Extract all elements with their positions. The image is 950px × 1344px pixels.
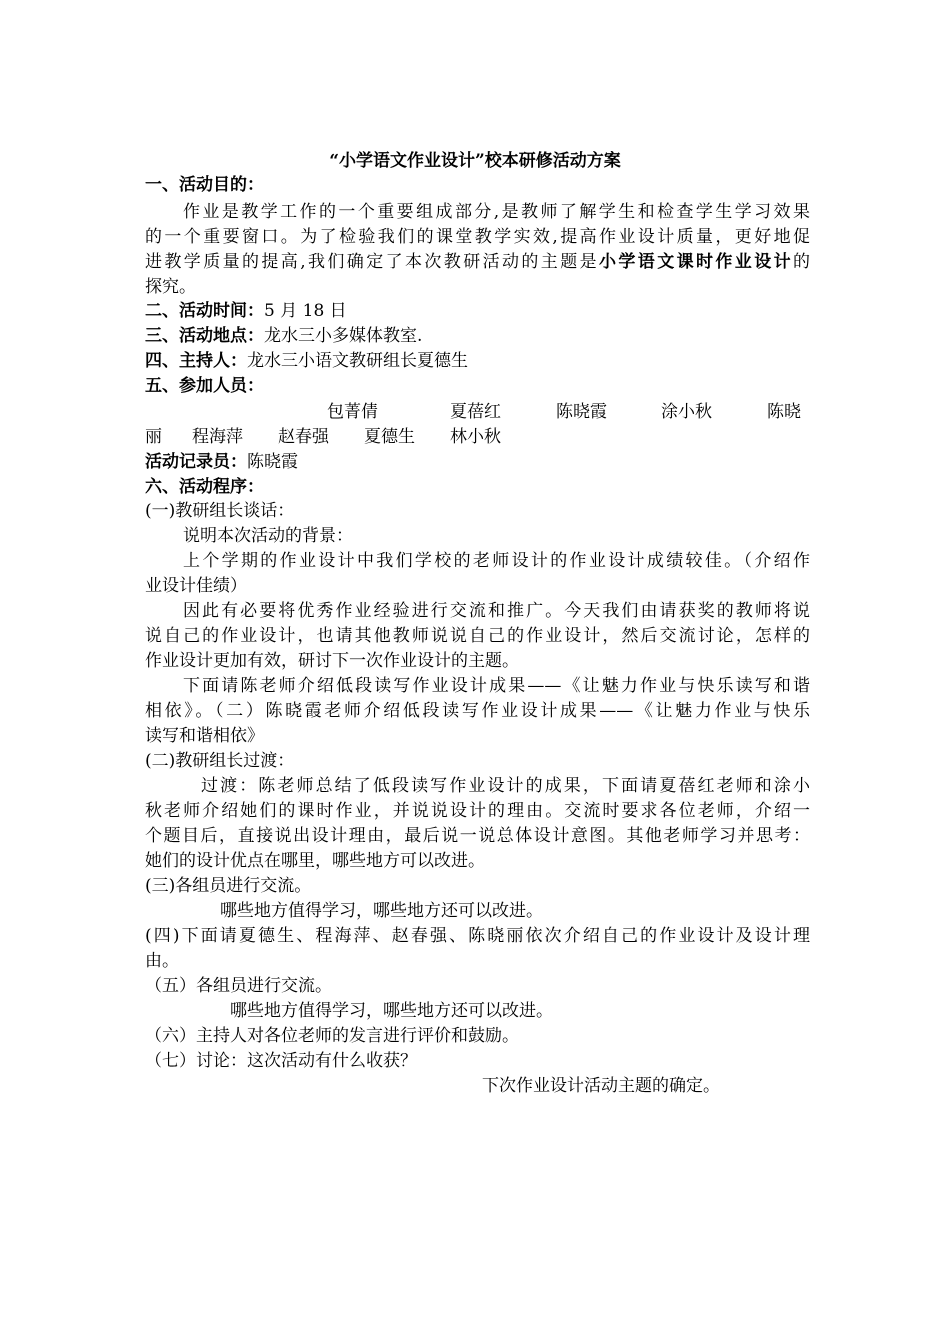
purpose-theme-bold: 小学语文课时作业设计 [599,252,793,272]
section-participants-heading: 五、参加人员： [145,376,264,396]
step-1-paragraph-1-line-2: 业设计佳绩） [145,576,247,596]
purpose-paragraph-line-4: 探究。 [145,277,196,297]
step-1-heading: (一)教研组长谈话： [145,501,295,521]
document-title: “小学语文作业设计”校本研修活动方案 [329,151,621,171]
step-2-paragraph-line-2: 秋老师介绍她们的课时作业，并说说设计的理由。交流时要求各位老师，介绍一 [145,801,810,821]
purpose-text: 进教学质量的提高,我们确定了本次教研活动的主题是 [145,252,599,272]
step-1-subheading: 说明本次活动的背景： [183,526,353,546]
step-5-heading: （五）各组员进行交流。 [145,976,332,996]
participant-name: 陈晓霞 [556,402,607,422]
step-2-paragraph-line-3: 个题目后，直接说出设计理由，最后说一说总体设计意图。其他老师学习并思考： [145,826,810,846]
section-time-value: 5 月 18 日 [264,301,347,321]
participant-name: 赵春强 [278,427,329,447]
purpose-paragraph-line-3 [145,250,810,274]
recorder [145,450,810,474]
step-1-paragraph-3-line-3: 读写和谐相依》 [145,726,264,746]
section-procedure-heading: 六、活动程序： [145,477,264,497]
recorder-value: 陈晓霞 [247,452,298,472]
step-2-heading: (二)教研组长过渡： [145,751,295,771]
step-2-paragraph-line-4: 她们的设计优点在哪里，哪些地方可以改进。 [145,851,485,871]
step-7-subtext: 下次作业设计活动主题的确定。 [482,1076,720,1096]
section-host-value: 龙水三小语文教研组长夏德生 [247,351,468,371]
step-1-paragraph-3-line-2: 相依》。（二）陈晓霞老师介绍低段读写作业设计成果——《让魅力作业与快乐 [145,701,810,721]
step-1-paragraph-2-line-2: 说自己的作业设计，也请其他教师说说自己的作业设计，然后交流讨论，怎样的 [145,626,810,646]
purpose-paragraph-line-2: 的一个重要窗口。为了检验我们的课堂教学实效,提高作业设计质量，更好地促 [145,227,810,247]
participant-name: 夏蓓红 [450,402,501,422]
section-purpose-heading: 一、活动目的： [145,175,264,195]
purpose-paragraph-line-1: 作业是教学工作的一个重要组成部分,是教师了解学生和检查学生学习效果 [183,202,810,222]
participant-name: 林小秋 [450,427,501,447]
step-4-line-2: 由。 [145,951,179,971]
participant-name: 丽 [145,427,162,447]
step-6-heading: （六）主持人对各位老师的发言进行评价和鼓励。 [145,1026,519,1046]
recorder-label: 活动记录员： [145,452,247,472]
participant-name: 涂小秋 [661,402,712,422]
section-location-value: 龙水三小多媒体教室. [264,326,423,346]
step-3-subtext: 哪些地方值得学习，哪些地方还可以改进。 [220,901,543,921]
participant-name: 包菁倩 [327,402,378,422]
step-5-subtext: 哪些地方值得学习，哪些地方还可以改进。 [230,1001,553,1021]
step-4-line-1: (四)下面请夏德生、程海萍、赵春强、陈晓丽依次介绍自己的作业设计及设计理 [145,926,810,946]
section-host-label: 四、主持人： [145,351,247,371]
participant-name: 陈晓 [767,402,801,422]
step-7-heading: （七）讨论：这次活动有什么收获？ [145,1051,417,1071]
section-host [145,349,810,373]
participant-name: 程海萍 [192,427,243,447]
section-time [145,299,810,323]
section-time-label: 二、活动时间： [145,301,264,321]
section-location [145,324,810,348]
participant-name: 夏德生 [364,427,415,447]
step-1-paragraph-2-line-3: 作业设计更加有效，研讨下一次作业设计的主题。 [145,651,519,671]
step-1-paragraph-3-line-1: 下面请陈老师介绍低段读写作业设计成果——《让魅力作业与快乐读写和谐 [183,676,810,696]
step-3-heading: (三)各组员进行交流。 [145,876,312,896]
step-1-paragraph-2-line-1: 因此有必要将优秀作业经验进行交流和推广。今天我们由请获奖的教师将说 [183,601,810,621]
section-location-label: 三、活动地点： [145,326,264,346]
purpose-text-end: 的 [793,252,810,272]
step-2-paragraph-line-1: 过渡：陈老师总结了低段读写作业设计的成果，下面请夏蓓红老师和涂小 [201,776,810,796]
step-1-paragraph-1-line-1: 上个学期的作业设计中我们学校的老师设计的作业设计成绩较佳。（介绍作 [183,551,810,571]
